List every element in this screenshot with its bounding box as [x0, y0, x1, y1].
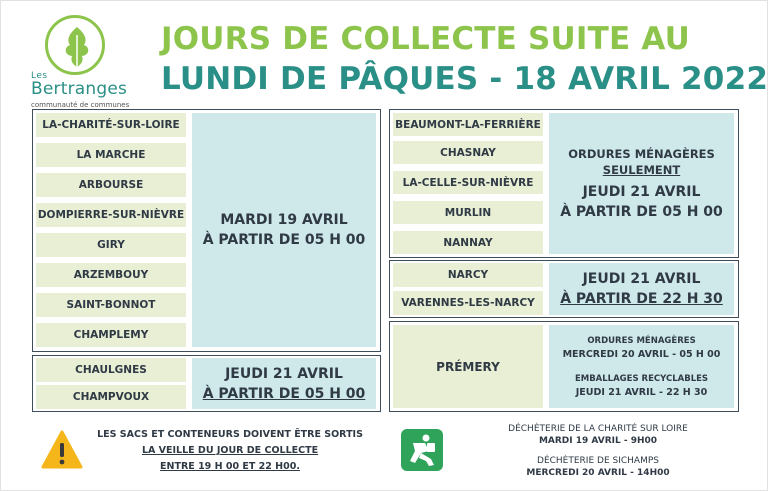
collection-notice — [85, 427, 375, 475]
block-d — [389, 260, 739, 318]
town-item: CHAMPLEMY — [36, 323, 186, 347]
logo-name: Bertranges — [31, 79, 128, 99]
block-a — [32, 109, 381, 352]
town-item: LA MARCHE — [36, 143, 186, 167]
notice-line-2: LA VEILLE DU JOUR DE COLLECTE — [141, 445, 319, 456]
town-item: SAINT-BONNOT — [36, 293, 186, 317]
schedule-panel — [549, 113, 734, 254]
schedule-panel — [192, 113, 376, 347]
logo — [31, 15, 131, 109]
decheterie-name-1: DÉCHÈTERIE DE LA CHARITÉ SUR LOIRE — [508, 424, 688, 434]
town-item: ARZEMBOUY — [36, 263, 186, 287]
schedule-panel — [549, 263, 734, 315]
town-item: NANNAY — [393, 231, 543, 254]
town-item: DOMPIERRE-SUR-NIÈVRE — [36, 203, 186, 227]
collection-time: À PARTIR DE 05 H 00 — [202, 385, 366, 402]
recycling-person-icon — [401, 429, 443, 471]
collection-day: JEUDI 21 AVRIL — [582, 183, 701, 200]
town-item: CHAULGNES — [36, 358, 186, 382]
waste-type-note: ORDURES MÉNAGÈRES — [568, 146, 715, 161]
decheterie-name-2: DÉCHÈTERIE DE SICHAMPS — [537, 456, 659, 466]
collection-day: JEUDI 21 AVRIL — [225, 365, 343, 382]
schedule-panel — [192, 358, 376, 409]
waste-type-label: ORDURES MÉNAGÈRES — [587, 335, 696, 346]
collection-time: À PARTIR DE 22 H 30 — [560, 291, 723, 307]
town-item: BEAUMONT-LA-FERRIÈRE — [393, 113, 543, 136]
town-item: PRÉMERY — [393, 325, 543, 408]
title-line-2: LUNDI DE PÂQUES - 18 AVRIL 2022 — [161, 61, 768, 97]
decheterie-hours-2: MERCREDI 20 AVRIL - 14H00 — [526, 468, 670, 478]
town-item: CHAMPVOUX — [36, 385, 186, 409]
notice-line-3: ENTRE 19 H 00 ET 22 H00. — [160, 461, 300, 472]
town-item: GIRY — [36, 233, 186, 257]
title-line-1: JOURS DE COLLECTE SUITE AU — [161, 21, 690, 57]
block-b — [32, 355, 381, 412]
notice-line-1: LES SACS ET CONTENEURS DOIVENT ÊTRE SORTIS — [97, 429, 363, 440]
collection-day: JEUDI 21 AVRIL — [582, 271, 701, 287]
waste-type-schedule: MERCREDI 20 AVRIL - 05 H 00 — [562, 348, 721, 360]
block-c — [389, 109, 739, 258]
logo-small-text: Les — [31, 71, 48, 81]
collection-time: À PARTIR DE 05 H 00 — [202, 232, 366, 248]
town-item: CHASNAY — [393, 141, 543, 164]
town-item: VARENNES-LES-NARCY — [393, 291, 543, 315]
town-item: NARCY — [393, 263, 543, 287]
warning-triangle-icon — [41, 429, 83, 471]
decheterie-info — [453, 423, 743, 479]
schedule-panel — [549, 325, 734, 408]
block-e — [389, 321, 739, 412]
decheterie-hours-1: MARDI 19 AVRIL - 9H00 — [538, 436, 658, 446]
waste-type-only: SEULEMENT — [602, 162, 681, 177]
logo-subtitle: communauté de communes — [31, 101, 130, 109]
collection-day: MARDI 19 AVRIL — [220, 212, 348, 228]
town-item: ARBOURSE — [36, 173, 186, 197]
recycling-schedule: JEUDI 21 AVRIL - 22 H 30 — [575, 386, 708, 398]
oak-leaf-icon — [60, 25, 94, 69]
town-item: LA-CHARITÉ-SUR-LOIRE — [36, 113, 186, 137]
collection-time: À PARTIR DE 05 H 00 — [560, 203, 723, 220]
town-item: LA-CELLE-SUR-NIÈVRE — [393, 171, 543, 194]
town-item: MURLIN — [393, 201, 543, 224]
recycling-label: EMBALLAGES RECYCLABLES — [574, 373, 709, 384]
